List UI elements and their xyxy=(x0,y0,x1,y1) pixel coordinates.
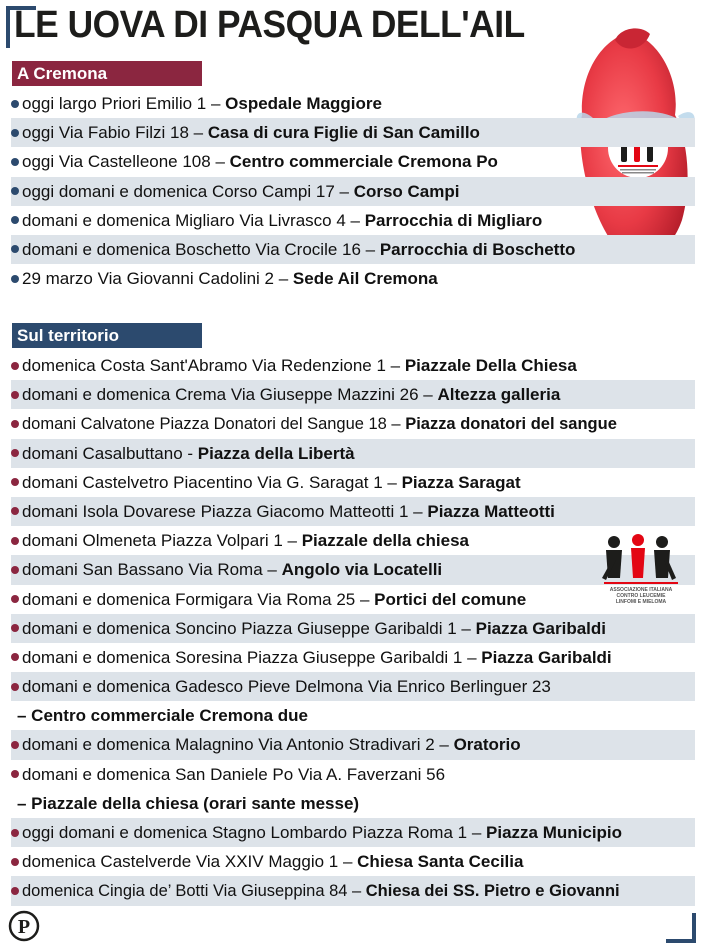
list-item: domani e domenica Soresina Piazza Giuseppe Garibaldi 1 – Piazza Garibaldi xyxy=(11,643,695,672)
bullet-icon xyxy=(11,216,19,224)
bullet-icon xyxy=(11,275,19,283)
list-item: 29 marzo Via Giovanni Cadolini 2 – Sede Ail Cremona xyxy=(11,264,695,293)
bullet-icon xyxy=(11,478,19,486)
bullet-icon xyxy=(11,653,19,661)
list-item: domani Castelvetro Piacentino Via G. Saragat 1 – Piazza Saragat xyxy=(11,468,695,497)
list-territorio xyxy=(11,351,695,906)
bullet-icon xyxy=(11,624,19,632)
bullet-icon xyxy=(11,829,19,837)
list-item: domani Calvatone Piazza Donatori del Sangue 18 – Piazza donatori del sangue xyxy=(11,409,695,438)
svg-text:ASSOCIAZIONE ITALIANA: ASSOCIAZIONE ITALIANA xyxy=(609,587,673,593)
list-item: oggi largo Priori Emilio 1 – Ospedale Maggiore xyxy=(11,89,695,118)
bullet-icon xyxy=(11,158,19,166)
list-item: oggi Via Fabio Filzi 18 – Casa di cura Figlie di San Camillo xyxy=(11,118,695,147)
svg-text:P: P xyxy=(17,916,31,938)
frame-corner-top-left xyxy=(6,6,10,48)
bullet-icon xyxy=(11,595,19,603)
list-item: oggi Via Castelleone 108 – Centro commerciale Cremona Po xyxy=(11,147,695,176)
list-item-continuation: – Piazzale della chiesa (orari sante messe) xyxy=(17,793,360,813)
bullet-icon xyxy=(11,566,19,574)
list-item: oggi domani e domenica Stagno Lombardo Piazza Roma 1 – Piazza Municipio xyxy=(11,818,695,847)
list-item: oggi domani e domenica Corso Campi 17 – Corso Campi xyxy=(11,177,695,206)
list-item: domani e domenica San Daniele Po Via A. Faverzani 56 xyxy=(11,760,695,789)
bullet-icon xyxy=(11,245,19,253)
list-item: domani e domenica Boschetto Via Crocile 16 – Parrocchia di Boschetto xyxy=(11,235,695,264)
list-item: domani Casalbuttano - Piazza della Libertà xyxy=(11,439,695,468)
bullet-icon xyxy=(11,741,19,749)
bullet-icon xyxy=(11,683,19,691)
list-item: domani Isola Dovarese Piazza Giacomo Matteotti 1 – Piazza Matteotti xyxy=(11,497,695,526)
bullet-icon xyxy=(11,362,19,370)
bullet-icon xyxy=(11,187,19,195)
list-item: domani e domenica Malagnino Via Antonio Stradivari 2 – Oratorio xyxy=(11,730,695,759)
bullet-icon xyxy=(11,887,19,895)
bullet-icon xyxy=(11,129,19,137)
bullet-icon xyxy=(11,537,19,545)
frame-corner-bottom-right-h xyxy=(666,939,696,943)
list-item: domani e domenica Crema Via Giuseppe Mazzini 26 – Altezza galleria xyxy=(11,380,695,409)
svg-text:CONTRO LEUCEMIE: CONTRO LEUCEMIE xyxy=(616,593,666,599)
publisher-logo-icon xyxy=(8,910,40,942)
bullet-icon xyxy=(11,858,19,866)
list-item: domani San Bassano Via Roma – Angolo via Locatelli xyxy=(11,555,695,584)
bullet-icon xyxy=(11,100,19,108)
list-item: domani e domenica Gadesco Pieve Delmona Via Enrico Berlinguer 23 xyxy=(11,672,695,701)
list-item: domani Olmeneta Piazza Volpari 1 – Piazzale della chiesa xyxy=(11,526,695,555)
list-item: domenica Costa Sant'Abramo Via Redenzione 1 – Piazzale Della Chiesa xyxy=(11,351,695,380)
section-label-territorio: Sul territorio xyxy=(12,323,202,348)
list-cremona xyxy=(11,89,695,293)
section-label-cremona: A Cremona xyxy=(12,61,202,86)
bullet-icon xyxy=(11,449,19,457)
list-item: domani e domenica Formigara Via Roma 25 – Portici del comune xyxy=(11,585,695,614)
list-item: domenica Castelverde Via XXIV Maggio 1 – Chiesa Santa Cecilia xyxy=(11,847,695,876)
list-item-continuation: – Centro commerciale Cremona due xyxy=(17,706,308,726)
ail-logo xyxy=(596,530,686,610)
list-item: domani e domenica Soncino Piazza Giuseppe Garibaldi 1 – Piazza Garibaldi xyxy=(11,614,695,643)
bullet-icon xyxy=(11,420,19,428)
page-title: LE UOVA DI PASQUA DELL'AIL xyxy=(14,4,525,46)
bullet-icon xyxy=(11,507,19,515)
list-item: domani e domenica Migliaro Via Livrasco 4 – Parrocchia di Migliaro xyxy=(11,206,695,235)
bullet-icon xyxy=(11,770,19,778)
svg-text:LINFOMI E MIELOMA: LINFOMI E MIELOMA xyxy=(615,599,667,605)
bullet-icon xyxy=(11,391,19,399)
list-item: domenica Cingia de’ Botti Via Giuseppina 84 – Chiesa dei SS. Pietro e Giovanni xyxy=(11,876,695,905)
